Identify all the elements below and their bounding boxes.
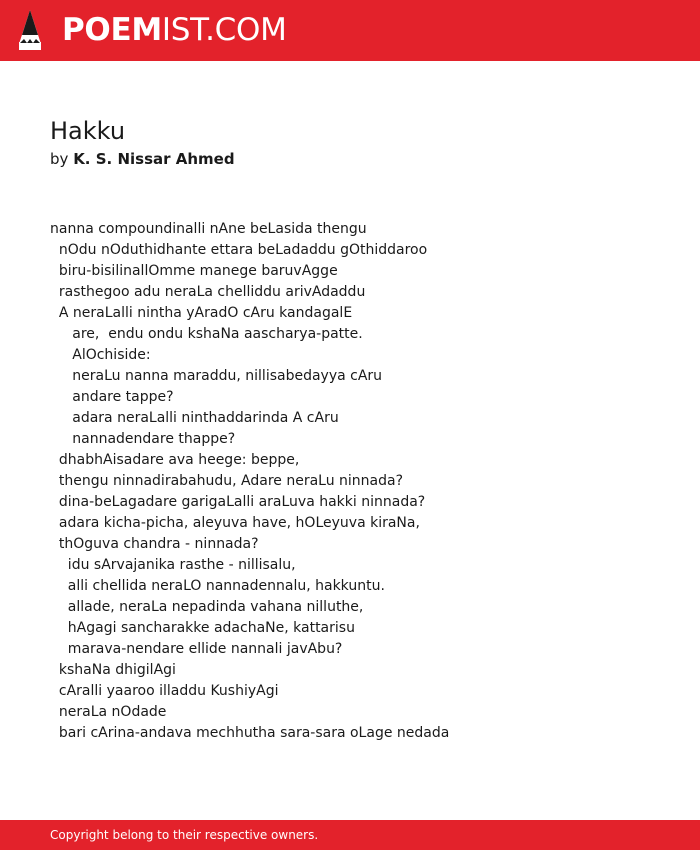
poem-line: thengu ninnadirabahudu, Adare neraLu ninnada? xyxy=(50,473,404,489)
poem-line: biru-bisilinallOmme manege baruvAgge xyxy=(50,263,338,279)
poem-line: marava-nendare ellide nannali javAbu? xyxy=(50,641,343,657)
poem-line: bari cArina-andava mechhutha sara-sara oLage nedada xyxy=(50,725,450,741)
poem-line: thOguva chandra - ninnada? xyxy=(50,536,259,552)
copyright-text: Copyright belong to their respective owners. xyxy=(50,828,319,842)
site-logo[interactable] xyxy=(62,12,287,48)
poem-line: andare tappe? xyxy=(50,389,174,405)
poem-line: nanna compoundinalli nAne beLasida thengu xyxy=(50,221,367,237)
byline xyxy=(50,149,235,169)
poem-line: adara kicha-picha, aleyuva have, hOLeyuva kiraNa, xyxy=(50,515,420,531)
poem-line: adara neraLalli ninthaddarinda A cAru xyxy=(50,410,339,426)
poem-line: idu sArvajanika rasthe - nillisalu, xyxy=(50,557,296,573)
poem-line: dhabhAisadare ava heege: beppe, xyxy=(50,452,300,468)
poem-line: cAralli yaaroo illaddu KushiyAgi xyxy=(50,683,279,699)
author-name: K. S. Nissar Ahmed xyxy=(73,150,235,168)
poem-body xyxy=(50,219,670,744)
pencil-tip-icon[interactable] xyxy=(18,9,42,51)
poem-line: nannadendare thappe? xyxy=(50,431,236,447)
logo-light-text: IST.COM xyxy=(161,12,287,48)
poem-line: neraLu nanna maraddu, nillisabedayya cAru xyxy=(50,368,383,384)
poem-line: nOdu nOduthidhante ettara beLadaddu gOthiddaroo xyxy=(50,242,428,258)
poem-line: hAgagi sancharakke adachaNe, kattarisu xyxy=(50,620,355,636)
poem-line: kshaNa dhigilAgi xyxy=(50,662,176,678)
poem-line: neraLa nOdade xyxy=(50,704,167,720)
site-footer xyxy=(0,820,700,850)
poem-line: dina-beLagadare garigaLalli araLuva hakki ninnada? xyxy=(50,494,426,510)
poem-line: AlOchiside: xyxy=(50,347,151,363)
poem-line: A neraLalli nintha yAradO cAru kandagalE xyxy=(50,305,353,321)
poem-line: alli chellida neraLO nannadennalu, hakkuntu. xyxy=(50,578,385,594)
poem-line: are, endu ondu kshaNa aascharya-patte. xyxy=(50,326,363,342)
poem-line: allade, neraLa nepadinda vahana nilluthe, xyxy=(50,599,364,615)
site-header xyxy=(0,0,700,61)
logo-bold-text: POEM xyxy=(62,12,162,48)
byline-prefix: by xyxy=(50,150,69,168)
poem-title: Hakku xyxy=(50,117,126,145)
poem-line: rasthegoo adu neraLa chelliddu arivAdaddu xyxy=(50,284,366,300)
